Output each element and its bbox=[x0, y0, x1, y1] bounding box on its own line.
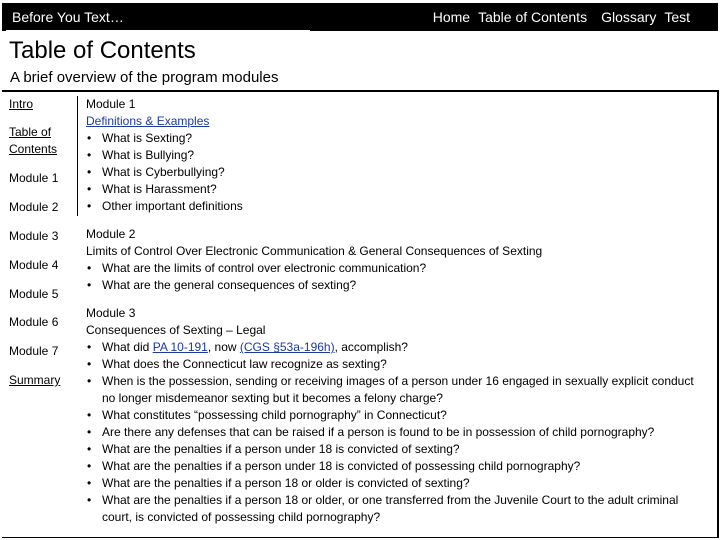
sidebar-item-intro[interactable]: Intro bbox=[9, 97, 34, 111]
header-divider bbox=[2, 90, 718, 92]
list-item: • What is Sexting? bbox=[86, 130, 243, 147]
header-bar bbox=[2, 3, 718, 31]
list-item: • Are there any defenses that can be raised if a person is found to be in possession of child pornography? bbox=[86, 424, 706, 441]
list-item: • What is Harassment? bbox=[86, 181, 243, 198]
sidebar-item-module-1[interactable]: Module 1 bbox=[9, 171, 59, 185]
list-item: • What are the penalties if a person 18 or older is convicted of sexting? bbox=[86, 475, 706, 492]
module-3-subheading: Consequences of Sexting – Legal bbox=[86, 323, 266, 337]
module-1-heading: Module 1 bbox=[86, 97, 136, 111]
title-underline bbox=[6, 30, 310, 32]
module-2-subheading: Limits of Control Over Electronic Communication & General Consequences of Sexting bbox=[86, 244, 543, 258]
sidebar-item-module-4[interactable]: Module 4 bbox=[9, 258, 59, 272]
module-1-list bbox=[86, 130, 243, 215]
module-1-link[interactable]: Definitions & Examples bbox=[86, 114, 210, 128]
list-item: • What does the Connecticut law recognize as sexting? bbox=[86, 356, 706, 373]
module-3-heading: Module 3 bbox=[86, 306, 136, 320]
list-item: • What constitutes “possessing child pornography” in Connecticut? bbox=[86, 407, 706, 424]
sidebar-item-table-of-contents[interactable]: Table of Contents bbox=[9, 125, 58, 156]
module-3-list bbox=[86, 339, 706, 526]
cgs-53a-196h-link[interactable]: (CGS §53a-196h) bbox=[239, 340, 335, 354]
list-item: • What are the penalties if a person 18 or older, or one transferred from the Juvenile Court to the adult criminal court, is convicted of possessing child pornography? bbox=[86, 492, 706, 526]
list-item: • What are the penalties if a person under 18 is convicted of sexting? bbox=[86, 441, 706, 458]
list-item: • What is Bullying? bbox=[86, 147, 243, 164]
sidebar-item-module-2[interactable]: Module 2 bbox=[9, 200, 59, 214]
nav-glossary[interactable]: Glossary bbox=[601, 9, 657, 25]
bottom-border bbox=[2, 537, 718, 538]
list-item: • What did PA 10-191, now (CGS §53a-196h), accomplish? bbox=[86, 339, 706, 356]
module-1-section bbox=[86, 96, 243, 215]
list-item: • What are the limits of control over electronic communication? bbox=[86, 260, 542, 277]
nav-test[interactable]: Test bbox=[664, 9, 690, 25]
list-item: • What is Cyberbullying? bbox=[86, 164, 243, 181]
sidebar-item-summary[interactable]: Summary bbox=[9, 373, 61, 387]
list-item: • Other important definitions bbox=[86, 198, 243, 215]
sidebar-item-module-7[interactable]: Module 7 bbox=[9, 344, 59, 358]
list-item: • When is the possession, sending or receiving images of a person under 16 engaged in sexually explicit conduct no longer misdemeanor sexting but it becomes a felony charge? bbox=[86, 373, 706, 407]
nav-table-of-contents[interactable]: Table of Contents bbox=[478, 9, 588, 25]
top-navigation bbox=[425, 9, 690, 25]
right-border bbox=[717, 90, 719, 538]
pa-10-191-link[interactable]: PA 10-191 bbox=[152, 340, 208, 354]
list-item: • What are the general consequences of sexting? bbox=[86, 277, 542, 294]
app-title: Before You Text… bbox=[12, 9, 124, 25]
sidebar-item-module-5[interactable]: Module 5 bbox=[9, 287, 59, 301]
page-subtitle: A brief overview of the program modules bbox=[10, 69, 279, 86]
module-2-section bbox=[86, 226, 542, 294]
list-item: • What are the penalties if a person under 18 is convicted of possessing child pornography? bbox=[86, 458, 706, 475]
sidebar-item-module-6[interactable]: Module 6 bbox=[9, 315, 59, 329]
sidebar-divider bbox=[77, 96, 78, 216]
module-2-heading: Module 2 bbox=[86, 227, 136, 241]
nav-home[interactable]: Home bbox=[432, 9, 471, 25]
sidebar-item-module-3[interactable]: Module 3 bbox=[9, 229, 59, 243]
page-title: Table of Contents bbox=[9, 37, 196, 64]
module-2-list bbox=[86, 260, 542, 294]
module-3-section bbox=[86, 305, 706, 526]
